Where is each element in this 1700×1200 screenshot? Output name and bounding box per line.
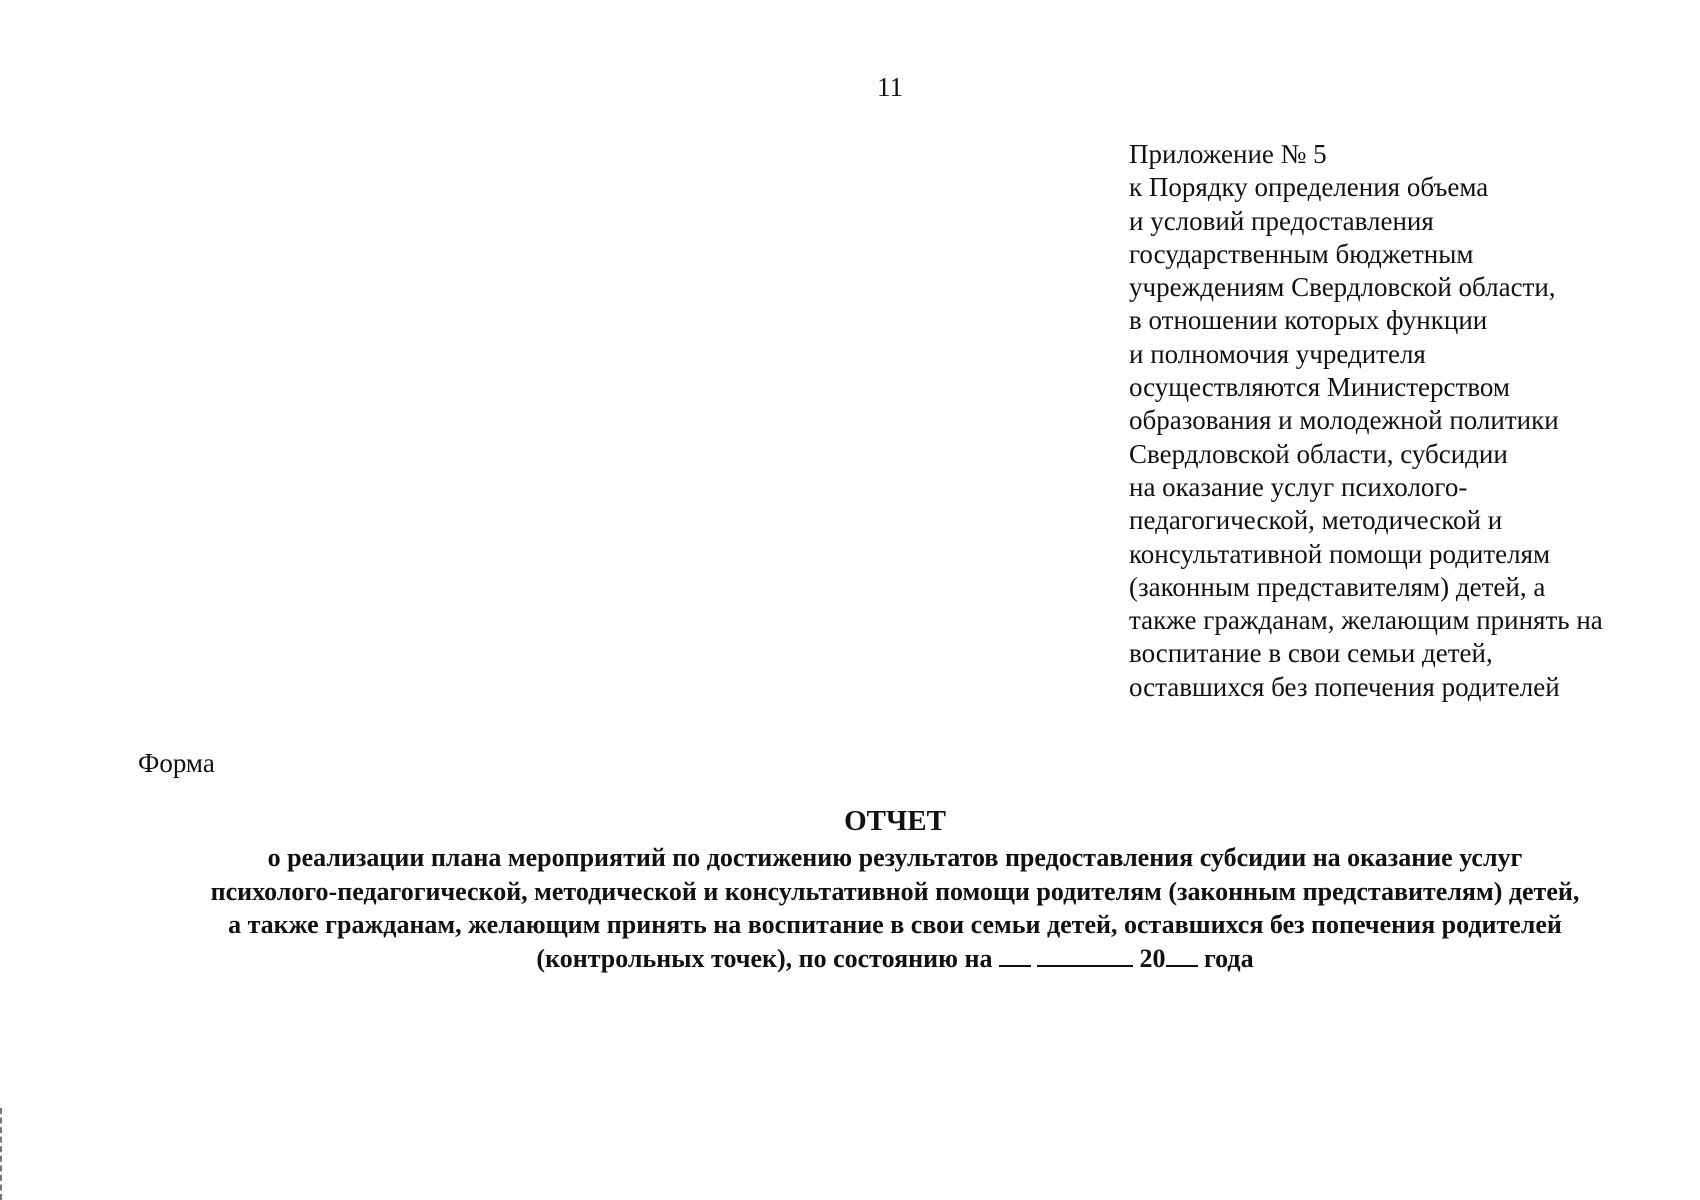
appendix-line: и условий предоставления xyxy=(1129,205,1434,236)
appendix-line: консультативной помощи родителям xyxy=(1129,538,1551,569)
report-date-suffix: года xyxy=(1204,943,1254,973)
appendix-line: государственным бюджетным xyxy=(1129,238,1474,269)
report-line: а также гражданам, желающим принять на воспитание в свои семьи детей, оставшихся без попечения родителей xyxy=(228,910,1562,939)
appendix-line: Приложение № 5 xyxy=(1129,139,1327,169)
appendix-line: и полномочия учредителя xyxy=(1129,338,1426,369)
blank-day-field[interactable] xyxy=(999,943,1031,967)
appendix-line: осуществляются Министерством xyxy=(1129,372,1510,403)
appendix-line: на оказание услуг психолого- xyxy=(1129,471,1468,502)
report-block xyxy=(100,803,1690,975)
report-title: ОТЧЕТ xyxy=(844,805,946,837)
appendix-line: в отношении которых функции xyxy=(1129,305,1488,336)
appendix-block xyxy=(1129,138,1669,704)
appendix-line: также гражданам, желающим принять на xyxy=(1129,605,1603,636)
form-label: Форма xyxy=(138,748,215,778)
appendix-line: педагогической, методической и xyxy=(1129,505,1503,536)
appendix-line: оставшихся без попечения родителей xyxy=(1129,671,1560,702)
report-body xyxy=(100,841,1690,975)
appendix-line: Свердловской области, субсидии xyxy=(1129,438,1508,469)
appendix-line: воспитание в свои семьи детей, xyxy=(1129,638,1493,669)
appendix-line: образования и молодежной политики xyxy=(1129,405,1559,436)
report-date-prefix: (контрольных точек), по состоянию на xyxy=(536,943,993,973)
appendix-line: к Порядку определения объема xyxy=(1129,172,1489,203)
blank-month-field[interactable] xyxy=(1037,943,1133,967)
report-date-line xyxy=(100,942,1690,976)
blank-year-field[interactable] xyxy=(1166,943,1198,967)
report-line: психолого-педагогической, методической и консультативной помощи родителям (законным представителям) детей, xyxy=(210,876,1580,906)
report-year-prefix: 20 xyxy=(1139,943,1166,973)
appendix-line: учреждениям Свердловской области, xyxy=(1129,272,1556,303)
page-number: 11 xyxy=(877,72,903,102)
report-line: о реализации плана мероприятий по достижению результатов предоставления субсидии на оказание услуг xyxy=(267,843,1523,872)
scan-margin-marks xyxy=(0,1108,5,1200)
appendix-line: (законным представителям) детей, а xyxy=(1129,571,1546,602)
